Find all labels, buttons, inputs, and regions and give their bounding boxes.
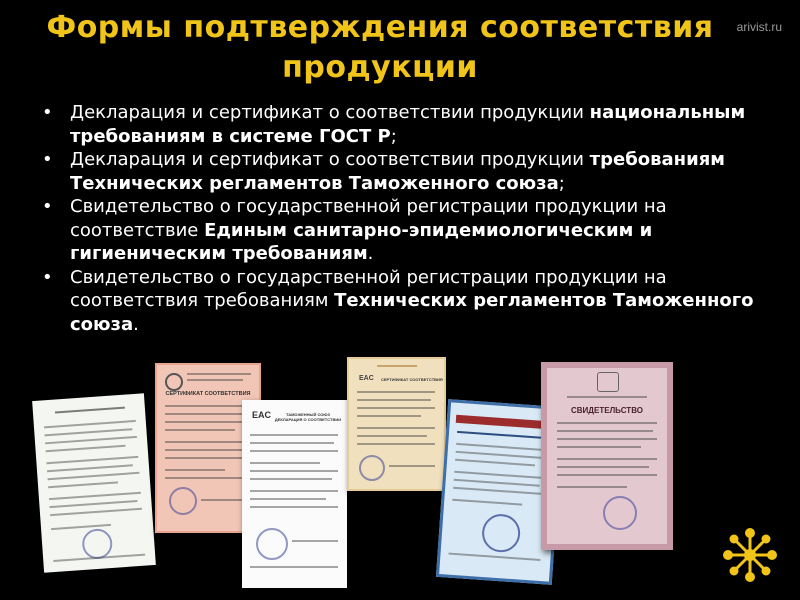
title-line-1: Формы подтверждения соответствия — [46, 10, 714, 45]
document-eac-declaration: EAC ТАМОЖЕННЫЙ СОЮЗ ДЕКЛАРАЦИЯ О СООТВЕТСТВИИ — [242, 400, 347, 588]
document-registration-certificate — [541, 362, 673, 550]
document-declaration-white — [32, 393, 156, 572]
bullet-item-3: • Свидетельство о государственной регистрации продукции на соответствие Единым санитарно-эпидемиологическим и гигиеническим требованиям. — [38, 195, 778, 266]
bullet-item-2: • Декларация и сертификат о соответствии продукции требованиям Технических регламентов Таможенного союза; — [38, 148, 778, 195]
eac-certificate-title: СЕРТИФИКАТ СООТВЕТСТВИЯ — [381, 377, 443, 382]
page-title — [40, 8, 720, 88]
title-line-2: продукции — [282, 50, 478, 85]
site-watermark: arivist.ru — [736, 20, 782, 34]
bullet-item-1: • Декларация и сертификат о соответствии продукции национальным требованиям в системе ГОСТ Р; — [38, 101, 778, 148]
bullet-list — [38, 101, 778, 336]
registration-title: СВИДЕТЕЛЬСТВО — [571, 406, 643, 415]
eac-declaration-title: ТАМОЖЕННЫЙ СОЮЗ ДЕКЛАРАЦИЯ О СООТВЕТСТВИИ — [274, 412, 342, 422]
bullet-item-4: • Свидетельство о государственной регистрации продукции на соответствия требованиям Технических регламентов Таможенного союза. — [38, 266, 778, 337]
gost-certificate-title: СЕРТИФИКАТ СООТВЕТСТВИЯ — [165, 391, 251, 397]
document-eac-certificate: EAC СЕРТИФИКАТ СООТВЕТСТВИЯ — [347, 357, 446, 491]
bird-logo-icon — [720, 525, 780, 585]
